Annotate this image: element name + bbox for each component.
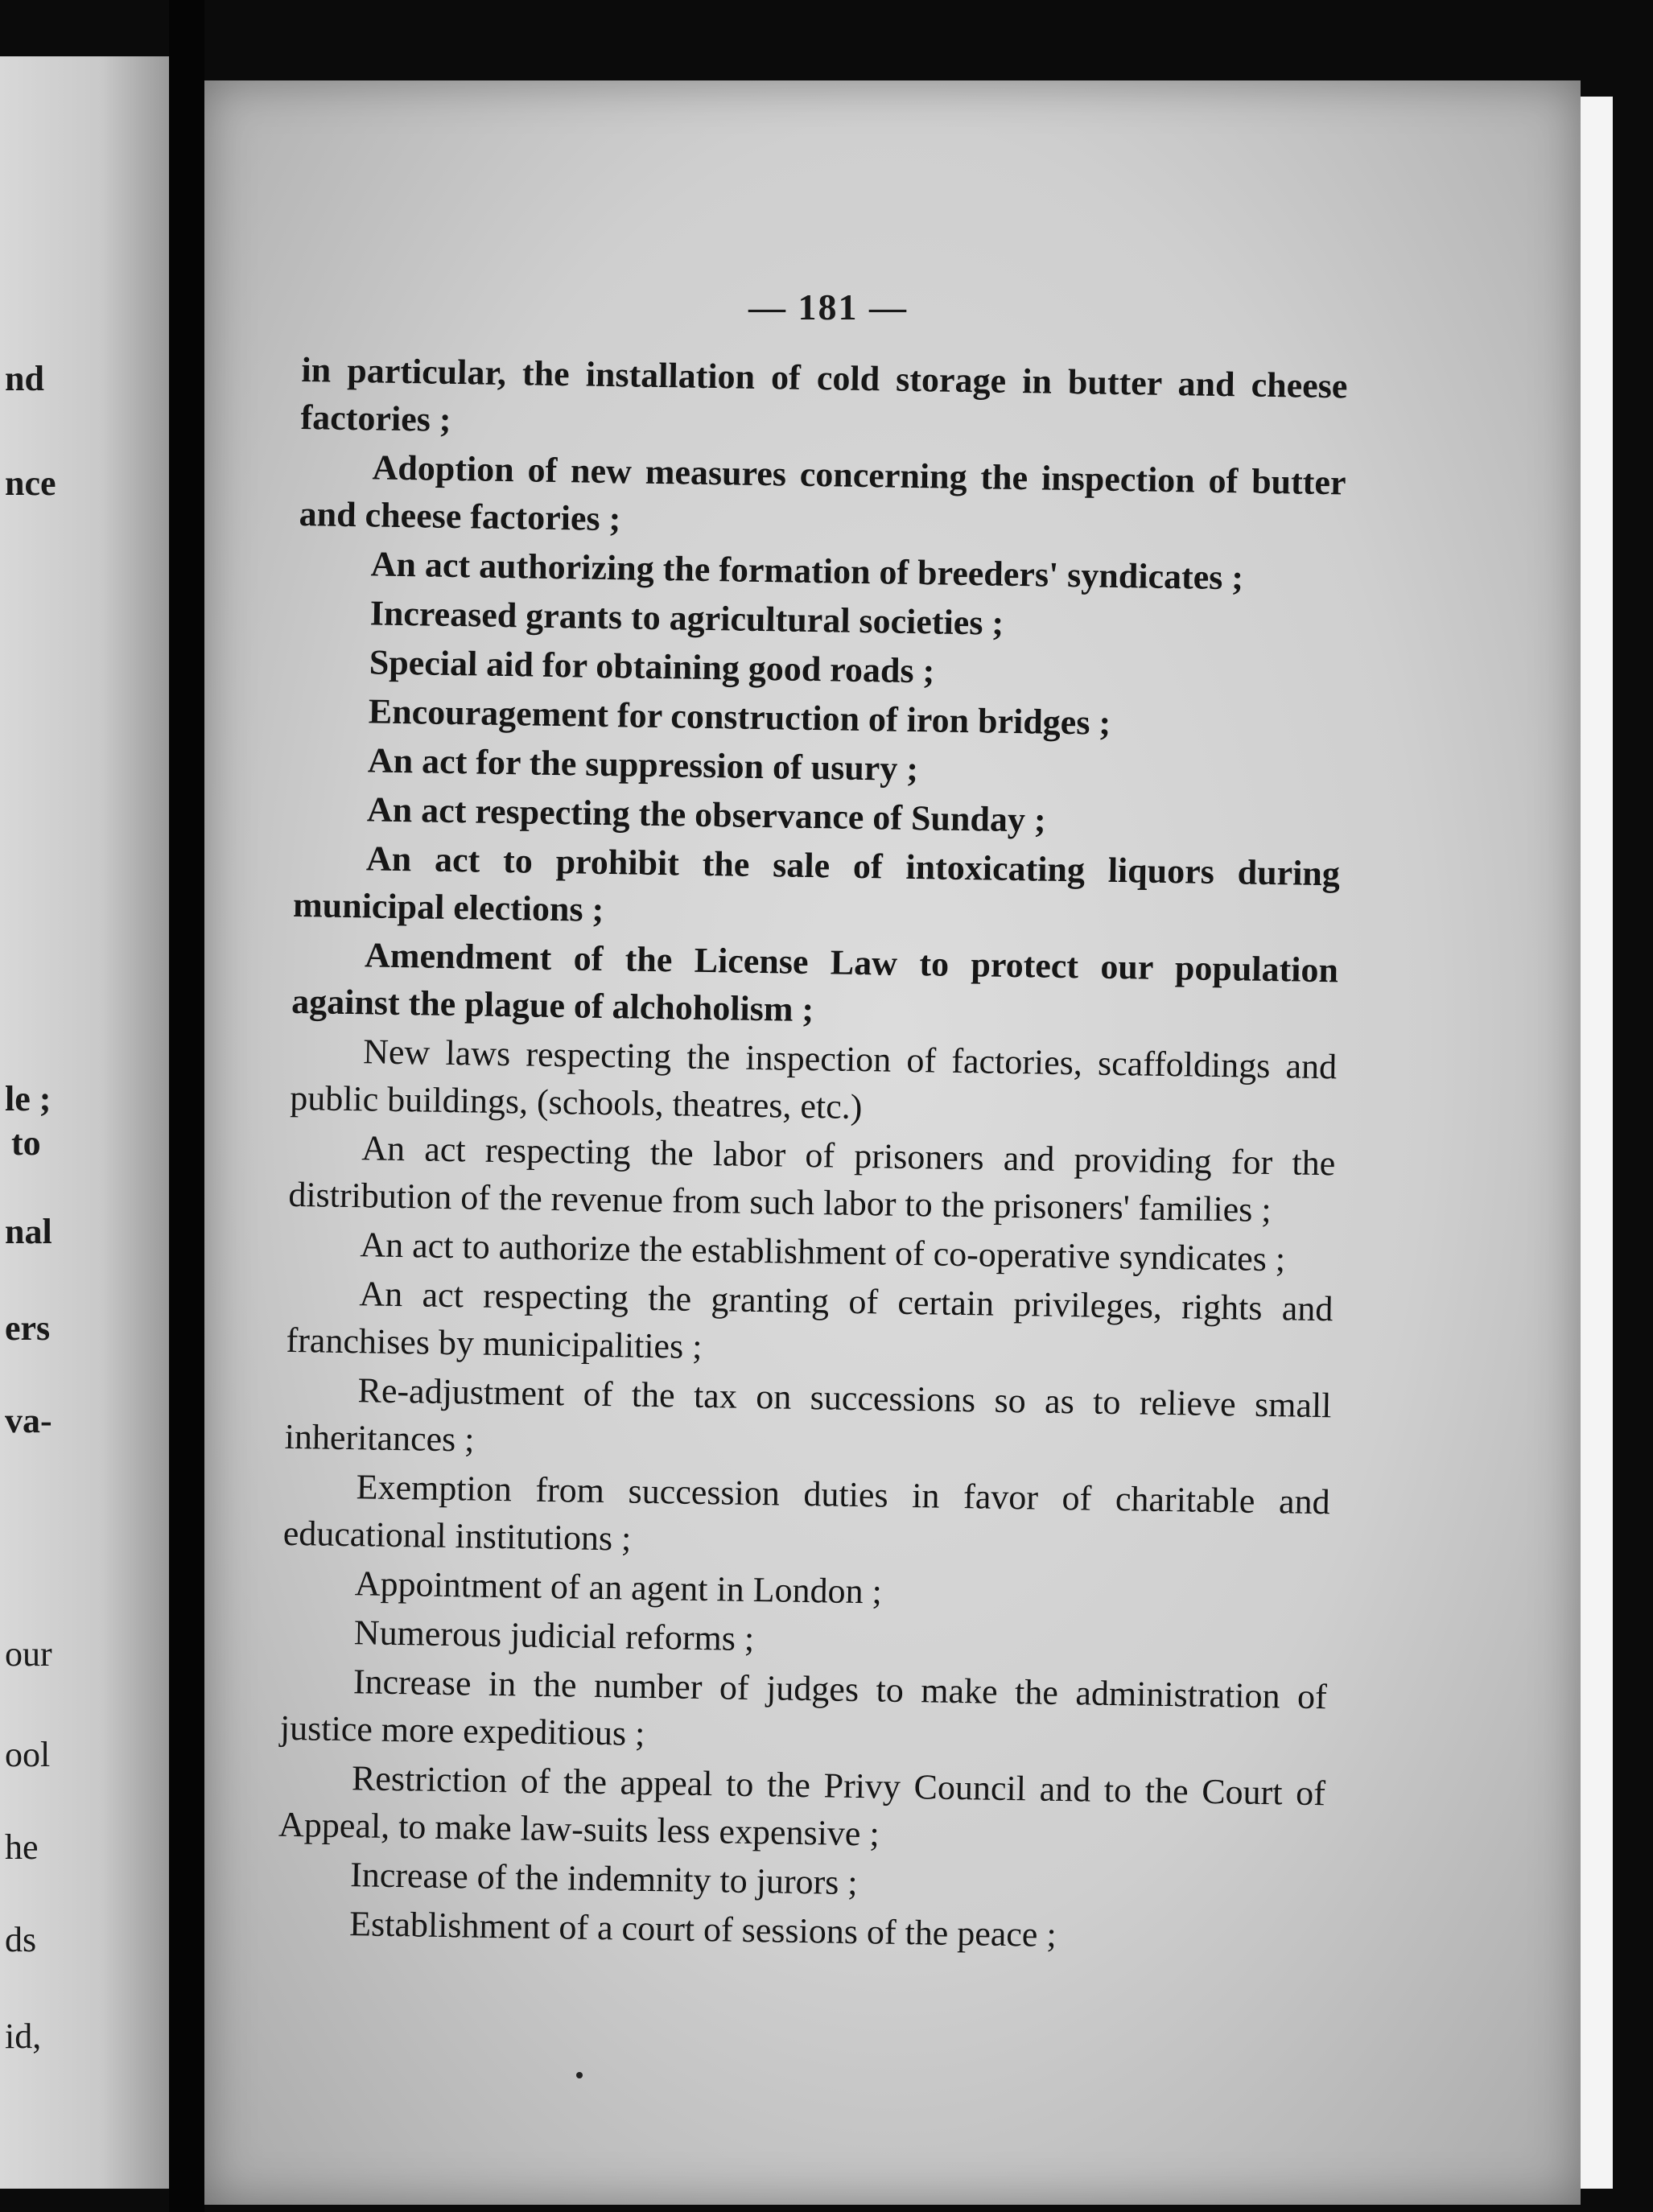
paragraph: Exemption from succession duties in favor of charitable and educational institutions ;: [282, 1467, 1330, 1559]
left-page-fragment: to: [11, 1123, 41, 1163]
paragraph: An act to prohibit the sale of intoxicating liquors during municipal elections ;: [292, 838, 1341, 929]
left-page-fragment: ds: [5, 1920, 37, 1959]
paragraph: Encouragement for construction of iron bridges ;: [368, 691, 1111, 743]
paragraph: An act respecting the granting of certain privileges, rights and franchises by municipalities ;: [286, 1274, 1334, 1366]
left-page-fragment: nce: [5, 463, 56, 503]
left-page-fragment: va-: [5, 1401, 52, 1440]
left-page-fragment: he: [5, 1827, 39, 1867]
page-number: — 181 —: [748, 286, 908, 327]
paragraph: Restriction of the appeal to the Privy Council and to the Court of Appeal, to make law-suits less expensive ;: [278, 1758, 1326, 1854]
paragraph: Special aid for obtaining good roads ;: [369, 642, 935, 691]
page-gutter: [169, 0, 204, 2212]
paragraph: Increase of the indemnity to jurors ;: [349, 1855, 858, 1903]
left-page-fragment: our: [5, 1634, 52, 1674]
paragraph: New laws respecting the inspection of factories, scaffoldings and public buildings, (schools, theatres, etc.): [289, 1032, 1338, 1127]
paragraph: Numerous judicial reforms ;: [353, 1613, 755, 1659]
ink-speck: [576, 2072, 583, 2078]
paragraph: in particular, the installation of cold storage in butter and cheese factories ;: [300, 349, 1348, 439]
paragraph: An act respecting the observance of Sunday ;: [366, 789, 1046, 840]
page-body: [277, 346, 1348, 1964]
paragraph: Establishment of a court of sessions of the peace ;: [348, 1904, 1057, 1955]
paragraph: Increase in the number of judges to make the administration of justice more expeditious ;: [279, 1662, 1328, 1753]
paragraph: An act respecting the labor of prisoners and providing for the distribution of the revenue from such labor to the prisoners' families ;: [288, 1128, 1336, 1230]
previous-page-edge: [0, 56, 169, 2189]
left-page-fragment: ool: [5, 1735, 51, 1774]
paragraph: Re-adjustment of the tax on successions so as to relieve small inheritances ;: [284, 1370, 1332, 1460]
paragraph: Appointment of an agent in London ;: [354, 1563, 883, 1612]
paragraph: Amendment of the License Law to protect our population against the plague of alchoholism ;: [291, 935, 1339, 1030]
left-page-fragment: ers: [5, 1308, 51, 1348]
left-page-fragment: id,: [5, 2016, 42, 2056]
paragraph: An act to authorize the establishment of co-operative syndicates ;: [360, 1225, 1286, 1279]
paragraph: An act for the suppression of usury ;: [367, 740, 919, 789]
left-page-fragment: nal: [5, 1212, 52, 1251]
paragraph: An act authorizing the formation of breeders' syndicates ;: [370, 544, 1244, 598]
left-page-fragment: nd: [5, 359, 44, 398]
paragraph: Adoption of new measures concerning the inspection of butter and cheese factories ;: [299, 447, 1346, 539]
page-edge-right: [1581, 97, 1613, 2189]
paragraph: Increased grants to agricultural societies ;: [369, 593, 1004, 643]
left-page-fragment: le ;: [5, 1079, 52, 1118]
